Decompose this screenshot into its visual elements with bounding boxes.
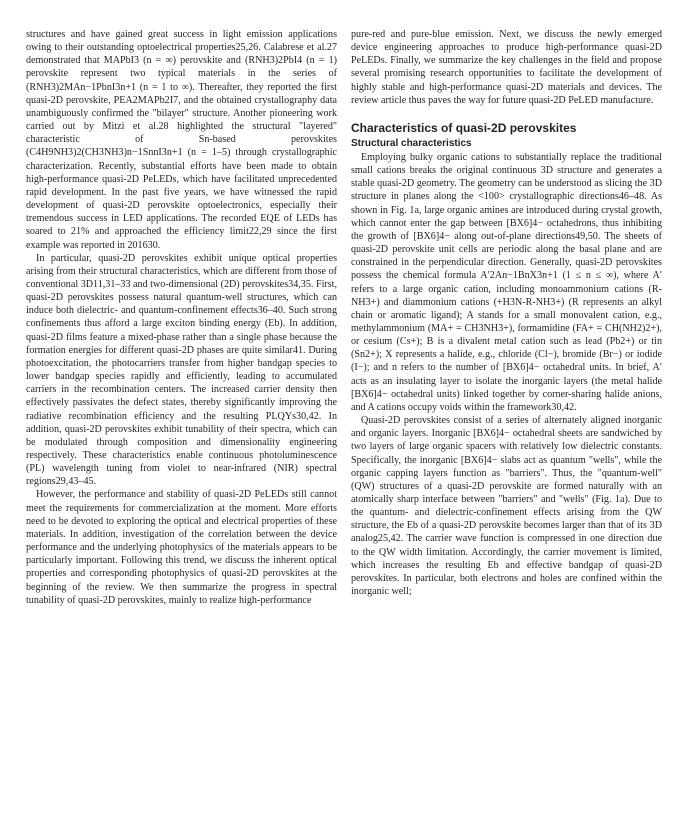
body-paragraph: Employing bulky organic cations to substantially replace the traditional small cations breaks the original continuous 3D structure and generates a stable quasi-2D geometry. The geometry can be understood as slicing the 3D structure in planes along the <100> crystallographic directions46–48. As shown in Fig. 1a, large organic amines are introduced during crystal growth, which cannot enter the gap between [BX6]4− octahedrons, thus inhibiting the growth of [BX6]4− along out-of-plane directions49,50. The sheets of quasi-2D perovskite unit cells are periodic along the basal plane and are constrained in the perpendicular direction. Generally, quasi-2D perovskites possess the chemical formula A′2An−1BnX3n+1 (1 ≤ n ≤ ∞), where A′ refers to a large organic cation, including monoammonium cations (R-NH3+) and diammonium cations (+H3N-R-NH3+) (R represents an alkyl chain or aromatic ligand); A stands for a small monovalent cation, e.g., methylammonium (MA+ = CH3NH3+), formamidine (FA+ = CH(NH2)2+), or cesium (Cs+); B is a divalent metal cation such as lead (Pb2+) or tin (Sn2+); X represents a halide, e.g., chloride (Cl−), bromide (Br−) or iodide (I−); and n refers to the number of [BX6]4− octahedral units. In brief, A′ acts as an insulating layer to isolate the inorganic layers (the metal halide [BX6]4− octahedral units) linked together by corner-sharing halide anions, and A cations occupy voids within the framework30,42. (351, 151, 662, 413)
body-paragraph: structures and have gained great success in light emission applications owing to their outstanding optoelectrical properties25,26. Calabrese et al.27 demonstrated that MAPbI3 (n = ∞) perovskite and (RNH3)2PbI4 (n = 1) perovskite represent two typical materials in the series of (RNH3)2MAn−1PbnI3n+1 (n = 1 to ∞). Thereafter, they reported the first quasi-2D perovskite, PEA2MAPb2I7, and the obtained crystallography data unambiguously confirmed the "bilayer" structure. Another pioneering work carried out by Mitzi et al.28 highlighted the structural "layered" characteristic of Sn-based perovskites (C4H9NH3)2(CH3NH3)n−1SnnI3n+1 (n = 1–5) through crystallographic characterization. Recently, substantial efforts have been made to obtain high-performance quasi-2D PeLEDs, which have facilitated unprecedented rapid development. In the past five years, we have witnessed the rapid development of quasi-2D perovskite optoelectronics, especially their tremendous success in LED applications. The recorded EQE of LEDs has soared to 21% and approached the efficiency limit22,29 since the first example was reported in 201630. (26, 29, 337, 251)
section-heading: Characteristics of quasi-2D perovskites (351, 120, 577, 135)
article-page (26, 28, 662, 808)
body-paragraph: pure-red and pure-blue emission. Next, we discuss the newly emerged device engineering approaches to produce high-performance quasi-2D PeLEDs. Finally, we summarize the key challenges in the field and propose several promising research opportunities to facilitate the development of highly stable and high-performance quasi-2D materials and devices. The review article thus paves the way for future quasi-2D PeLED manufacture. (351, 29, 662, 106)
subsection-heading: Structural characteristics (351, 137, 472, 149)
body-paragraph: However, the performance and stability of quasi-2D PeLEDs still cannot meet the requirements for commercialization at the moment. More efforts need to be devoted to exploring the optical and electrical properties of these materials. In addition, investigation of the correlation between the device performance and the underlying photophysics of the materials appears to be particularly important. Following this trend, we discuss the inherent optical properties and corresponding photophysics of quasi-2D perovskites at the beginning of the review. We then summarize the progress in spectral tunability of quasi-2D perovskites, mainly to realize high-performance (26, 489, 337, 606)
body-paragraph: Quasi-2D perovskites consist of a series of alternately aligned inorganic and organic layers. Inorganic [BX6]4− octahedral sheets are sandwiched by two layers of large organic spacers with relatively low dielectric constants. Specifically, the inorganic [BX6]4− slabs act as quantum "wells", while the organic capping layers function as "barriers". Thus, the "quantum-well" (QW) structures of a quasi-2D perovskite are formed naturally with an atomically sharp interface between "barriers" and "wells" (Fig. 1a). Due to the quantum- and dielectric-confinement effects arising from the QW structure, the Eb of a quasi-2D perovskite becomes larger than that of its 3D analog25,42. The carrier wave function is compressed in one direction due to the QW width limitation. Accordingly, the carrier movement is limited, which increases the resulting Eb and effective bandgap of quasi-2D perovskites. In particular, both electrons and holes are confined within the inorganic well; (351, 415, 662, 598)
body-paragraph: In particular, quasi-2D perovskites exhibit unique optical properties arising from their structural characteristics, which are different from those of conventional 3D11,31–33 and two-dimensional (2D) perovskites34,35. First, quasi-2D perovskites possess natural quantum-well structures, which can induce both dielectric- and quantum-confinement effects36–40. Such strong confinements thus afford a large exciton binding energy (Eb). In addition, quasi-2D films feature a mixed-phase rather than a single phase because the formation energies for different quasi-2D phases are quite similar41. During photoexcitation, the photocarriers transfer from higher bandgap species to lower bandgap species rapidly and efficiently, leading to accumulated carriers in the recombination centers. The increased carrier density then effectively passivates the defect states, thereby significantly improving the radiative recombination efficiency and the resulting PLQYs30,42. In addition, quasi-2D perovskites exhibit tunability of their spectra, which can be modulated through composition and dimensionality engineering respectively. These characteristics enable continuous photoluminescence (PL) wavelength tuning from violet to near-infrared (NIR) spectral regions29,43–45. (26, 252, 337, 488)
right-column (351, 28, 662, 808)
left-column (26, 28, 337, 808)
